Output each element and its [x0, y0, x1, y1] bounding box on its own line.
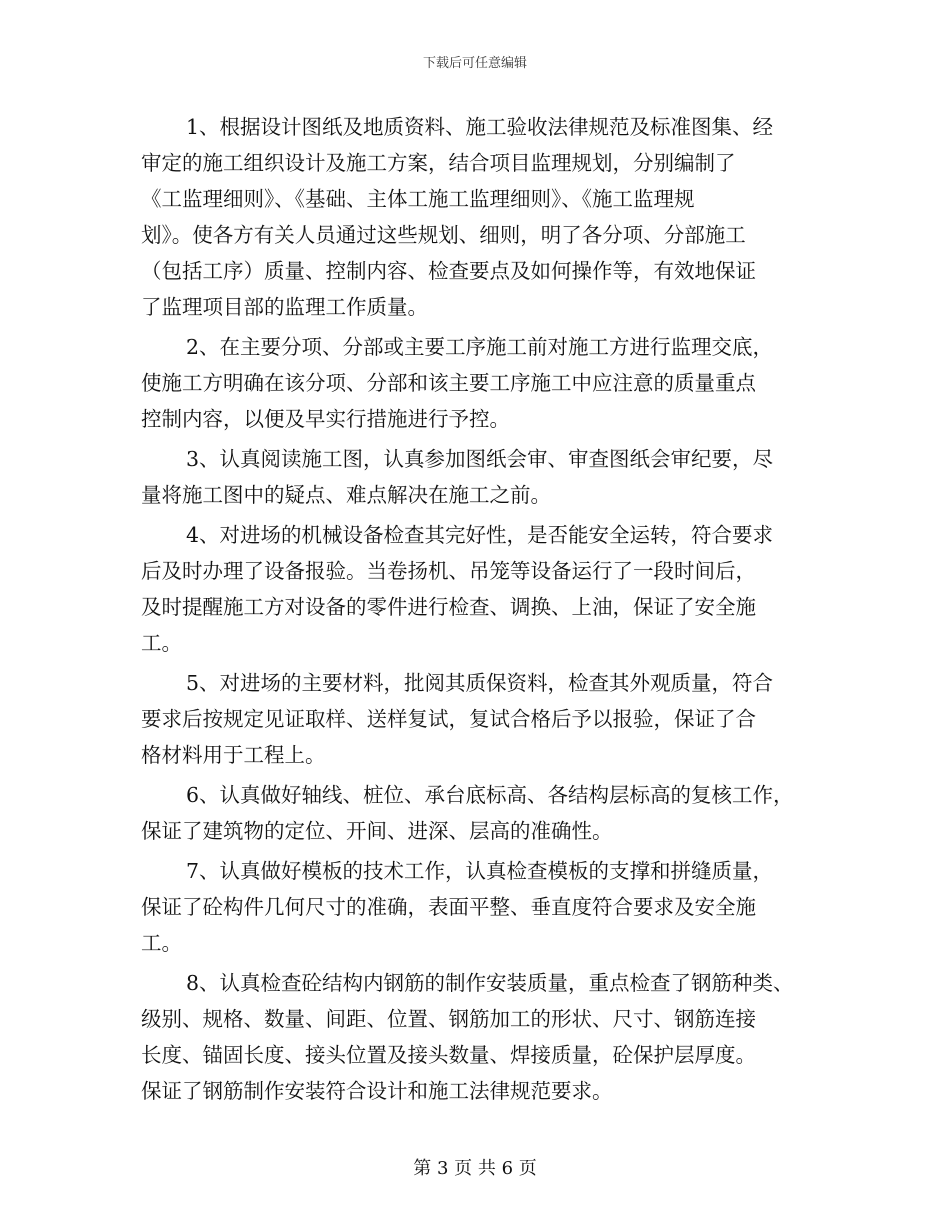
text-line: 量将施工图中的疑点、难点解决在施工之前。 — [141, 483, 551, 507]
text-line: 保证了建筑物的定位、开间、进深、层高的准确性。 — [141, 819, 613, 843]
text-line: （包括工序）质量、控制内容、检查要点及如何操作等，有效地保证 — [141, 259, 756, 283]
text-line: 后及时办理了设备报验。当卷扬机、吊笼等设备运行了一段时间后， — [141, 559, 756, 583]
text-line: 《工监理细则》、《基础、主体工施工监理细则》、《施工监理规 — [141, 187, 695, 211]
text-line: 保证了钢筋制作安装符合设计和施工法律规范要求。 — [141, 1079, 613, 1103]
text-line: 长度、锚固长度、接头位置及接头数量、焊接质量，砼保护层厚度。 — [141, 1043, 756, 1067]
page-header: 下载后可任意编辑 — [422, 56, 527, 71]
text-line: 3、认真阅读施工图，认真参加图纸会审、审查图纸会审纪要，尽 — [186, 447, 774, 471]
text-line: 工。 — [141, 631, 182, 655]
text-line: 划》。使各方有关人员通过这些规划、细则，明了各分项、分部施工 — [141, 223, 746, 247]
page-footer: 第 3 页 共 6 页 — [413, 1158, 537, 1179]
text-line: 格材料用于工程上。 — [141, 743, 326, 767]
text-line: 6、认真做好轴线、桩位、承台底标高、各结构层标高的复核工作， — [186, 783, 794, 807]
text-line: 控制内容，以便及早实行措施进行予控。 — [141, 407, 510, 431]
text-line: 级别、规格、数量、间距、位置、钢筋加工的形状、尺寸、钢筋连接 — [141, 1007, 756, 1031]
text-line: 8、认真检查砼结构内钢筋的制作安装质量，重点检查了钢筋种类、 — [186, 971, 794, 995]
text-line: 1、根据设计图纸及地质资料、施工验收法律规范及标准图集、经 — [186, 115, 774, 139]
text-line: 了监理项目部的监理工作质量。 — [141, 295, 428, 319]
text-line: 7、认真做好模板的技术工作，认真检查模板的支撑和拼缝质量， — [186, 859, 774, 883]
text-line: 4、对进场的机械设备检查其完好性，是否能安全运转，符合要求 — [186, 523, 774, 547]
text-line: 2、在主要分项、分部或主要工序施工前对施工方进行监理交底， — [186, 335, 774, 359]
text-line: 5、对进场的主要材料，批阅其质保资料，检查其外观质量，符合 — [186, 671, 774, 695]
text-line: 保证了砼构件几何尺寸的准确，表面平整、垂直度符合要求及安全施 — [141, 895, 756, 919]
text-line: 及时提醒施工方对设备的零件进行检查、调换、上油，保证了安全施 — [141, 595, 756, 619]
text-line: 使施工方明确在该分项、分部和该主要工序施工中应注意的质量重点 — [141, 371, 756, 395]
text-line: 审定的施工组织设计及施工方案，结合项目监理规划，分别编制了 — [141, 151, 736, 175]
text-line: 要求后按规定见证取样、送样复试，复试合格后予以报验，保证了合 — [141, 707, 756, 731]
text-line: 工。 — [141, 931, 182, 955]
